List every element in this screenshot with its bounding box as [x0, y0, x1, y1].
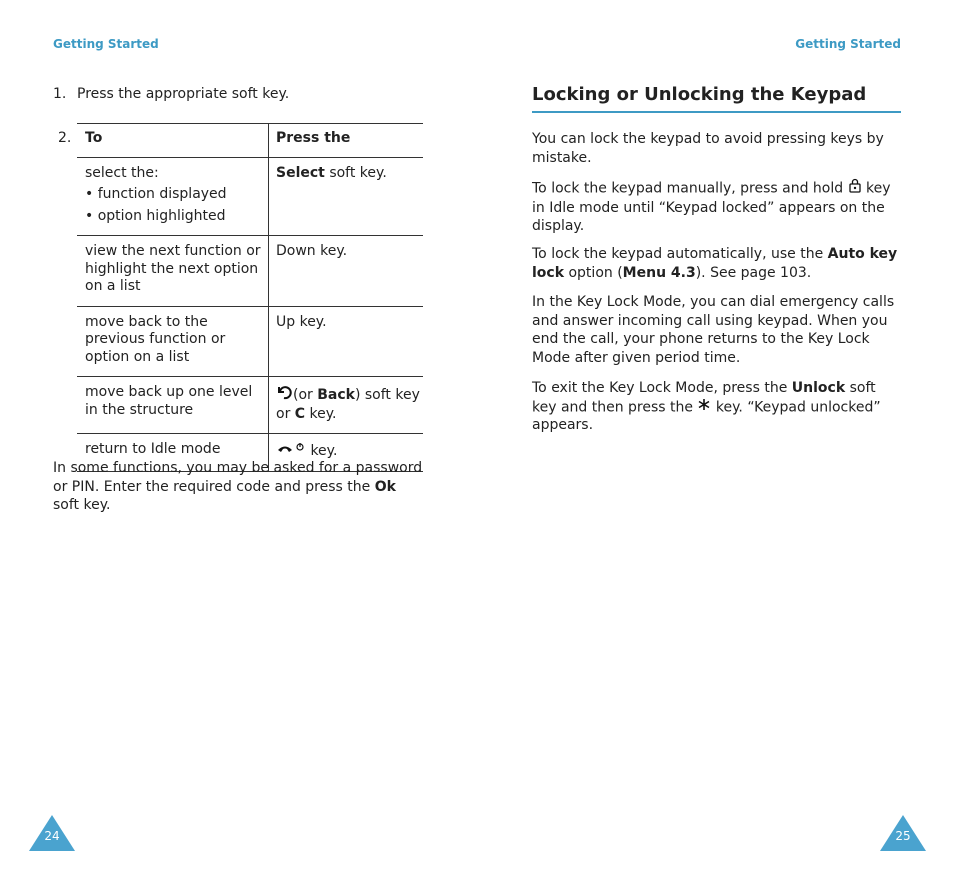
step-1-number: 1.: [53, 86, 67, 102]
paragraph-2: [532, 178, 902, 236]
bullet-function: • function displayed: [85, 186, 227, 202]
page-number-right: [880, 815, 926, 851]
header-to: To: [77, 124, 269, 158]
ok-key-label: Ok: [374, 478, 396, 495]
paragraph-1: You can lock the keypad to avoid pressing keys by mistake.: [532, 131, 884, 166]
row-press-cell: Down key.: [269, 236, 424, 307]
page-number-left: [29, 815, 75, 851]
table-row: [77, 236, 423, 307]
row-to-cell: view the next function or highlight the next option on a list: [77, 236, 269, 307]
lock-key-icon: [848, 178, 862, 199]
p3-text: option (: [564, 264, 623, 281]
table-row: [77, 157, 423, 236]
paragraph-3: [532, 245, 902, 282]
menu-label: Menu 4.3: [622, 264, 696, 281]
select-intro: select the:: [85, 164, 159, 181]
running-header-right: Getting Started: [795, 37, 901, 51]
row-to-cell: move back up one level in the structure: [77, 377, 269, 434]
step-2-number: 2.: [58, 130, 72, 146]
back-arrow-icon: [276, 384, 293, 406]
press-part: ) soft key or: [276, 386, 420, 422]
back-key-label: Back: [317, 386, 355, 403]
asterisk-key-icon: [697, 398, 711, 417]
table-row: [77, 306, 423, 377]
pin-paragraph: [53, 459, 423, 515]
p5-text-end: key. “Keypad unlocked” appears.: [532, 398, 881, 434]
press-part: key.: [305, 405, 337, 422]
p5-text: To exit the Key Lock Mode, press the: [532, 380, 792, 396]
row-to-cell: [77, 157, 269, 236]
table-row: [77, 377, 423, 434]
pin-text-end: soft key.: [53, 497, 111, 513]
section-title: Locking or Unlocking the Keypad: [532, 84, 901, 113]
p3-text-end: ). See page 103.: [695, 264, 812, 281]
c-key-label: C: [294, 405, 306, 422]
step-1: [53, 86, 289, 102]
paragraph-4: In the Key Lock Mode, you can dial emergency calls and answer incoming call using keypad. When you end the call, your phone returns to the Key Lock Mode after given period time.: [532, 294, 895, 366]
page-number-right-text: 25: [895, 829, 911, 843]
p3-text: To lock the keypad automatically, use the: [532, 246, 828, 262]
p5-text: soft key and then press the: [532, 380, 876, 415]
step-1-text: Press the appropriate soft key.: [77, 86, 290, 102]
row-to-cell: return to Idle mode: [77, 434, 269, 472]
end-call-power-icon: [276, 441, 306, 461]
row-press-cell: [269, 377, 424, 434]
page-number-left-text: 24: [44, 829, 60, 843]
press-rest: soft key.: [324, 164, 387, 181]
table-header-row: [77, 124, 423, 158]
select-key-label: Select: [276, 164, 325, 181]
row-to-cell: move back to the previous function or option on a list: [77, 306, 269, 377]
paragraph-5: [532, 379, 902, 435]
bullet-option: • option highlighted: [85, 207, 226, 224]
press-part: key.: [306, 442, 338, 459]
press-part: (or: [293, 386, 318, 403]
soft-key-table: [77, 123, 423, 472]
auto-key-lock-label: Auto key lock: [532, 246, 898, 281]
unlock-key-label: Unlock: [791, 380, 846, 396]
pin-text: In some functions, you may be asked for a password or PIN. Enter the required code and press the: [53, 460, 423, 495]
running-header-left: Getting Started: [53, 37, 159, 51]
p2-text: To lock the keypad manually, press and hold: [532, 180, 848, 197]
row-press-cell: [269, 157, 424, 236]
row-press-cell: Up key.: [269, 306, 424, 377]
p2-text-end: key in Idle mode until “Keypad locked” appears on the display.: [532, 180, 891, 234]
header-press: Press the: [269, 124, 424, 158]
